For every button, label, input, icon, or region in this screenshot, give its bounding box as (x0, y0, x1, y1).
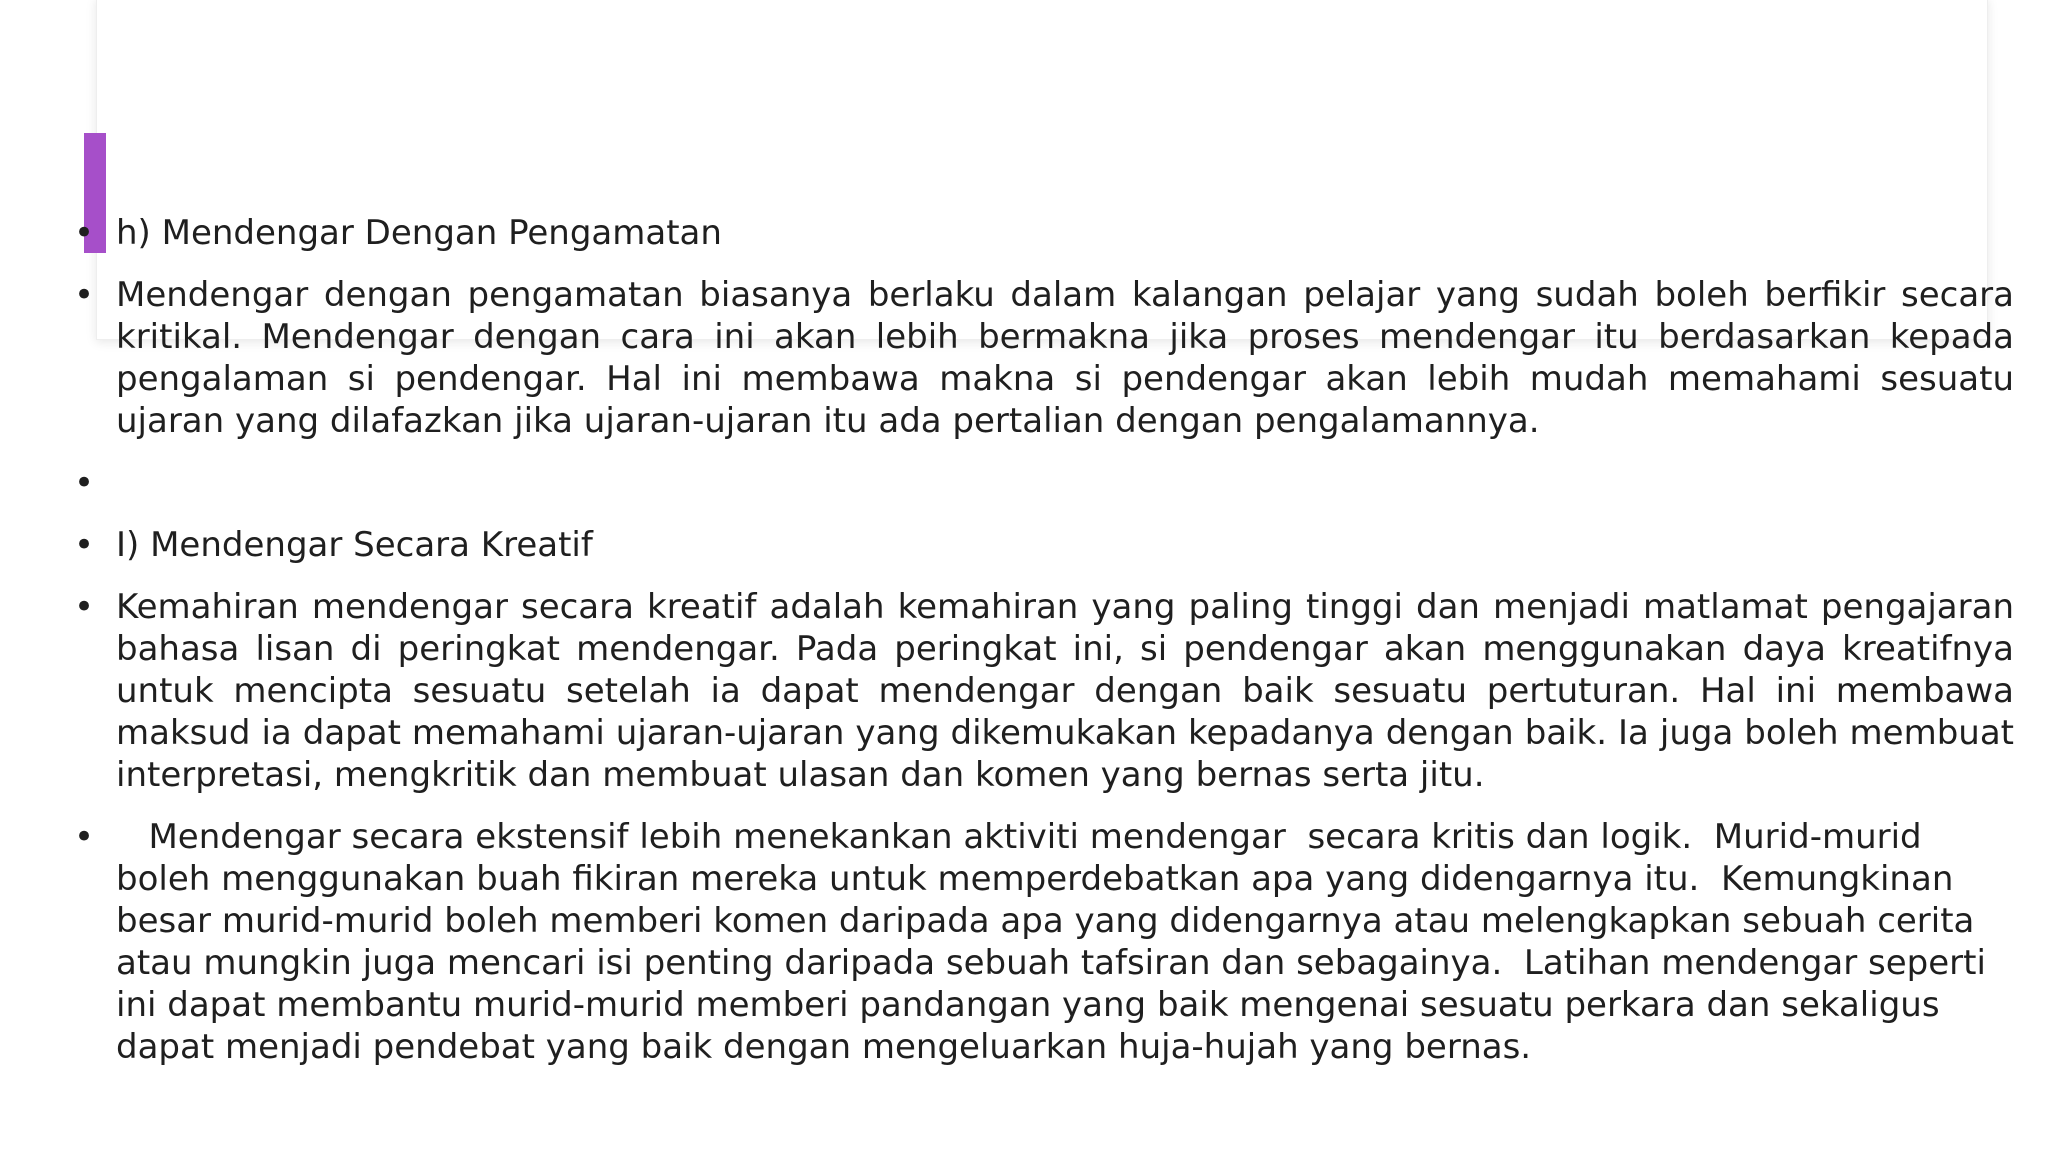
paragraph-ekstensif: • Mendengar secara ekstensif lebih menekankan aktiviti mendengar secara kritis dan logik. Murid-murid boleh menggunakan buah fikiran mereka untuk memperdebatkan apa yang didengarnya itu. Kemungkinan besar murid-murid boleh memberi komen daripada apa yang didengarnya atau melengkapkan sebuah cerita atau mungkin juga mencari isi penting daripada sebuah tafsiran dan sebagainya. Latihan mendengar seperti ini dapat membantu murid-murid memberi pandangan yang baik mengenai sesuatu perkara dan sekaligus dapat menjadi pendebat yang baik dengan mengeluarkan huja-hujah yang bernas. (74, 816, 2014, 1068)
heading-item-i: • I) Mendengar Secara Kreatif (74, 524, 2014, 566)
empty-bullet (74, 462, 2014, 504)
bullet-list (74, 212, 2014, 1088)
paragraph-pengamatan: • Mendengar dengan pengamatan biasanya berlaku dalam kalangan pelajar yang sudah boleh berfikir secara kritikal. Mendengar dengan cara ini akan lebih bermakna jika proses mendengar itu berdasarkan kepada pengalaman si pendengar. Hal ini membawa makna si pendengar akan lebih mudah memahami sesuatu ujaran yang dilafazkan jika ujaran-ujaran itu ada pertalian dengan pengalamannya. (74, 274, 2014, 442)
paragraph-kreatif: • Kemahiran mendengar secara kreatif adalah kemahiran yang paling tinggi dan menjadi matlamat pengajaran bahasa lisan di peringkat mendengar. Pada peringkat ini, si pendengar akan menggunakan daya kreatifnya untuk mencipta sesuatu setelah ia dapat mendengar dengan baik sesuatu pertuturan. Hal ini membawa maksud ia dapat memahami ujaran-ujaran yang dikemukakan kepadanya dengan baik. Ia juga boleh membuat interpretasi, mengkritik dan membuat ulasan dan komen yang bernas serta jitu. (74, 586, 2014, 796)
heading-item-h: • h) Mendengar Dengan Pengamatan (74, 212, 2014, 254)
